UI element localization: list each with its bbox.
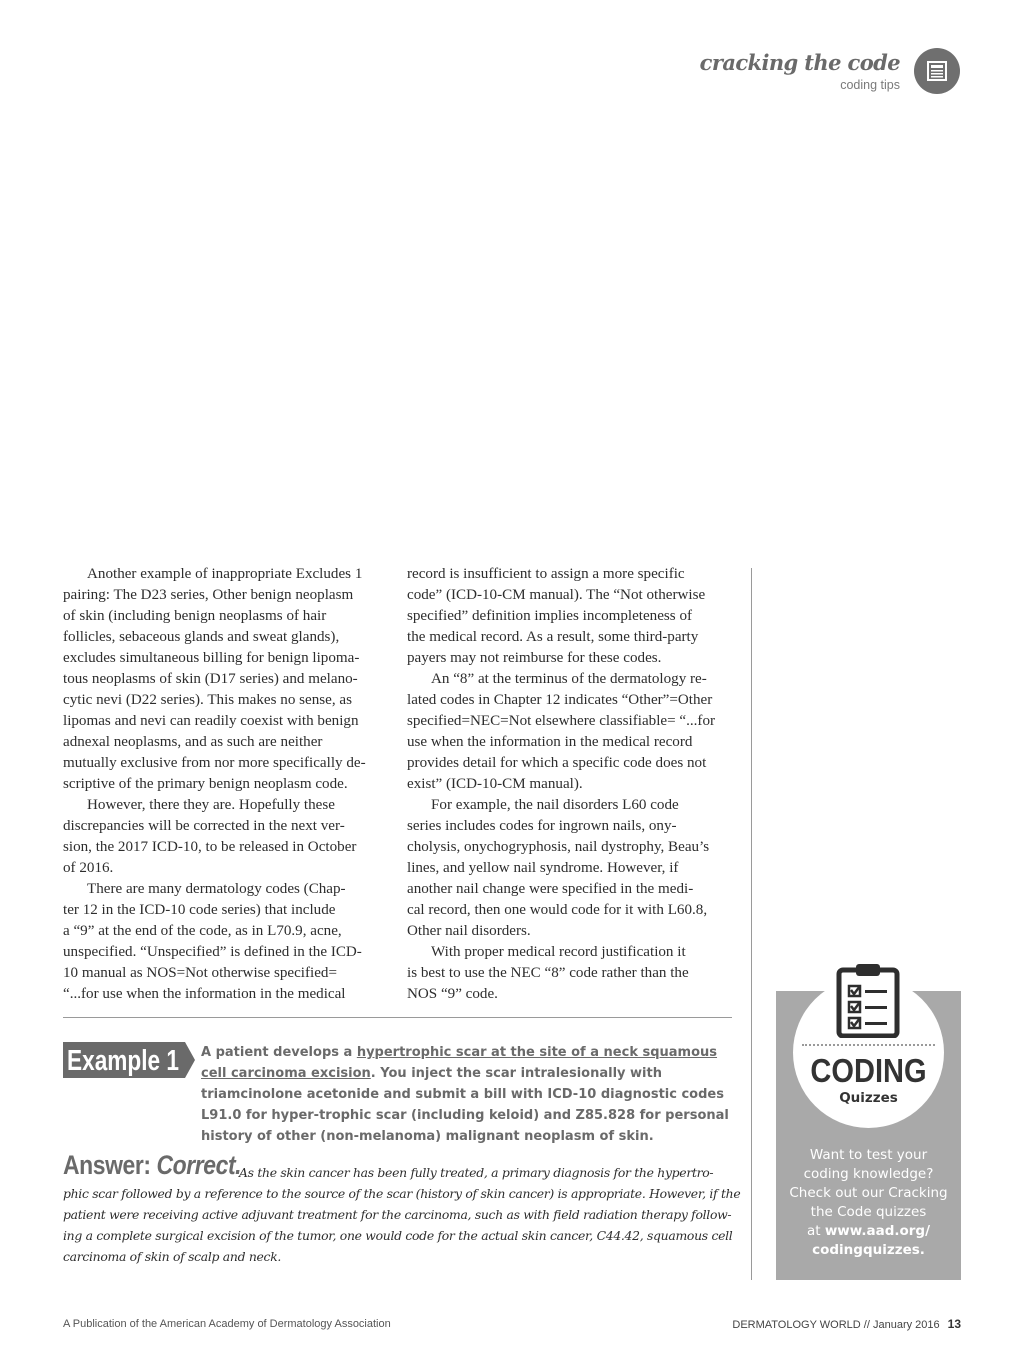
text-line: a “9” at the end of the code, as in L70.9, acne, [63, 923, 342, 939]
header-text [700, 50, 900, 92]
answer-line: patient were receiving active adjuvant treatment for the carcinoma, such as with field radiation therapy follow- [63, 1207, 732, 1222]
text-line: There are many dermatology codes (Chap- [87, 881, 346, 897]
text-line: follicles, sebaceous glands and sweat glands), [63, 629, 340, 645]
text-line: use when the information in the medical record [407, 734, 693, 750]
text-line: excludes simultaneous billing for benign lipoma- [63, 650, 360, 666]
quiz-link-cont[interactable]: codingquizzes. [812, 1242, 925, 1258]
promo-line: coding knowledge? [803, 1166, 934, 1182]
promo-line: Want to test your [809, 1147, 928, 1163]
text-line: series includes codes for ingrown nails, ony- [407, 818, 677, 834]
text-line: scriptive of the primary benign neoplasm code. [63, 776, 348, 792]
text-line: With proper medical record justification it [431, 944, 686, 960]
text-line: For example, the nail disorders L60 code [431, 797, 679, 813]
answer-verdict: Correct. [156, 1150, 242, 1180]
footer-publication: A Publication of the American Academy of Dermatology Association [63, 1318, 391, 1330]
answer-label: Answer: [63, 1150, 157, 1180]
promo-line: the Code quizzes [810, 1204, 927, 1220]
text-line: code” (ICD-10-CM manual). The “Not otherwise [407, 587, 706, 603]
text-line: lated codes in Chapter 12 indicates “Other”=Other [407, 692, 713, 708]
article-column-1 [63, 564, 385, 1005]
text-line: cholysis, onychogryphosis, nail dystrophy, Beau’s [407, 839, 710, 855]
text-line: Other nail disorders. [407, 923, 531, 939]
quiz-promo [776, 1146, 961, 1260]
section-title: cracking the code [699, 50, 900, 75]
answer-heading [63, 1150, 241, 1181]
example-underlined: hypertrophic scar at the site of a neck squamous cell carcinoma excision [201, 1045, 718, 1081]
answer-body [63, 1183, 740, 1267]
example-badge [63, 1042, 197, 1078]
text-line: An “8” at the terminus of the dermatology re- [431, 671, 707, 687]
text-line: specified” definition implies incompleteness of [407, 608, 693, 624]
example-label: Example 1 [67, 1045, 179, 1077]
text-line: tous neoplasms of skin (D17 series) and melano- [63, 671, 358, 687]
example-rest: . You inject the scar intralesionally with triamcinolone acetonide and submit a bill with ICD-10 diagnostic codes L91.0 for hyper-trophic scar (including keloid) and Z85.828 for personal history of other (non-melanoma) malignant neoplasm of skin. [201, 1066, 729, 1144]
text-line: Another example of inappropriate Excludes 1 [87, 566, 363, 582]
dotted-divider [802, 1044, 935, 1046]
footer-date: January 2016 [872, 1319, 940, 1331]
promo-link-line [776, 1241, 961, 1260]
text-line: the medical record. As a result, some third-party [407, 629, 699, 645]
section-subtitle: coding tips [840, 78, 900, 92]
text-line: pairing: The D23 series, Other benign neoplasm [63, 587, 354, 603]
promo-link-line: at www.aad.org/ [806, 1223, 931, 1239]
text-line: lipomas and nevi can readily coexist with benign [63, 713, 359, 729]
text-line: exist” (ICD-10-CM manual). [407, 776, 583, 792]
vertical-divider [751, 568, 752, 1280]
answer-block [63, 1150, 741, 1264]
article-column-2 [407, 564, 732, 1005]
answer-line: carcinoma of skin of scalp and neck. [63, 1249, 282, 1264]
answer-line: phic scar followed by a reference to the source of the scar (history of skin cancer) is appropriate. However, if the [63, 1186, 741, 1201]
text-line: “...for use when the information in the medical [63, 986, 346, 1002]
text-line: NOS “9” code. [407, 986, 498, 1002]
coding-title: CODING [810, 1052, 927, 1089]
footer-issue [732, 1317, 961, 1331]
text-line: mutually exclusive from nor more specifically de- [63, 755, 366, 771]
text-line: unspecified. “Unspecified” is defined in the ICD- [63, 944, 362, 960]
text-line: payers may not reimburse for these codes. [407, 650, 662, 666]
text-line: record is insufficient to assign a more specific [407, 566, 685, 582]
text-line: 10 manual as NOS=Not otherwise specified= [63, 965, 337, 981]
quiz-link[interactable]: www.aad.org/ [824, 1223, 931, 1239]
text-line: of skin (including benign neoplasms of hair [63, 608, 327, 624]
text-line: cal record, then one would code for it with L60.8, [407, 902, 708, 918]
promo-line: Check out our Cracking [789, 1185, 948, 1201]
text-line: ter 12 in the ICD-10 code series) that include [63, 902, 336, 918]
example-intro: A patient develops a [201, 1045, 357, 1060]
horizontal-divider [63, 1017, 732, 1018]
document-icon [914, 48, 960, 94]
answer-first-line: As the skin cancer has been fully treated, a primary diagnosis for the hypertro- [239, 1165, 714, 1180]
text-line: lines, and yellow nail syndrome. However, if [407, 860, 679, 876]
text-line: is best to use the NEC “8” code rather than the [407, 965, 689, 981]
answer-line: ing a complete surgical excision of the tumor, one would code for the actual skin cancer, C44.42, squamous cell [63, 1228, 733, 1243]
section-header [700, 48, 960, 94]
text-line: However, there they are. Hopefully these [87, 797, 335, 813]
text-line: adnexal neoplasms, and as such are neither [63, 734, 323, 750]
example-text [201, 1042, 731, 1147]
footer-magazine: DERMATOLOGY WORLD [732, 1319, 861, 1331]
footer-separator: // [860, 1319, 873, 1331]
text-line: discrepancies will be corrected in the next ver- [63, 818, 345, 834]
clipboard-checklist-icon [836, 962, 900, 1043]
page-number: 13 [947, 1317, 961, 1331]
text-line: cytic nevi (D22 series). This makes no sense, as [63, 692, 352, 708]
text-line: of 2016. [63, 860, 114, 876]
text-line: provides detail for which a specific code does not [407, 755, 707, 771]
coding-subtitle: Quizzes [839, 1090, 898, 1106]
text-line: sion, the 2017 ICD-10, to be released in October [63, 839, 357, 855]
text-line: another nail change were specified in the medi- [407, 881, 694, 897]
text-line: specified=NEC=Not elsewhere classifiable= “...for [407, 713, 716, 729]
